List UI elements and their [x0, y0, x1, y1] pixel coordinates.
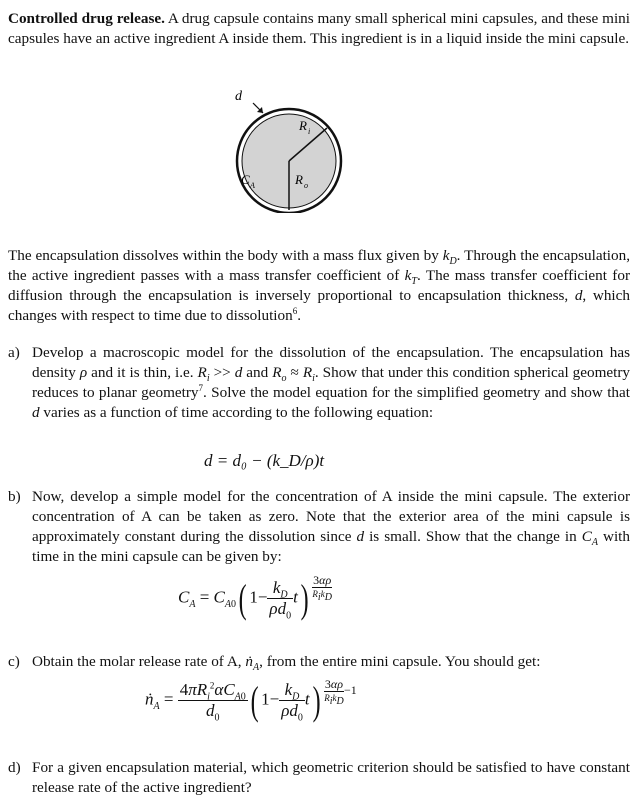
- part-a-text: Develop a macroscopic model for the dissolution of the encapsulation. The encapsulation has density ρ and it is thin, i.e. $R_i >> d$ and $R_o \approx R_i$. Show that under this condition spherical geometry reduces to planar geometry$^7$. Solve the model equation for the simplified geometry and show that d varies as a function of time according to the following equation:: [32, 344, 630, 421]
- equation-c: ṅ$_A$ = $\frac{4\pi R_i^2\alpha C_{A0}}{d_0}$ ( 1− $\frac{k_D}{\rho d_0}$ t) 3αρ $R_ik_D$ $^{-1}$: [145, 677, 357, 724]
- equation-b: $C_A = C_{A0}$( 1− $\frac{k_D}{\rho d_0}$ t) 3αρ $R_ik_D$: [178, 573, 332, 622]
- part-b: [8, 487, 630, 567]
- part-c-label: c): [8, 653, 20, 670]
- intro-title: Controlled drug release.: [8, 10, 165, 27]
- label-d: d: [235, 89, 242, 104]
- part-c: [8, 652, 630, 672]
- part-c-text: Obtain the molar release rate of A, ṅ$_A$, from the entire mini capsule. You should get:: [32, 653, 541, 674]
- footnote-7: 7: [198, 382, 204, 393]
- part-a-label: a): [8, 344, 20, 361]
- label-ca: C: [241, 172, 250, 187]
- footnote-6: 6: [292, 305, 298, 316]
- equation-a: d = d₀ − (k_D/ρ)t: [204, 451, 325, 470]
- capsule-figure: [215, 88, 365, 213]
- label-ro: R: [295, 172, 303, 187]
- label-ri: R: [299, 118, 307, 133]
- part-b-text: Now, develop a simple model for the concentration of A inside the mini capsule. The exterior concentration of A can be taken as zero. Note that the exterior area of the mini capsule is approximately constant during the dissolution since d is small. Show that the change in $C_A$ with time in the mini capsule can be given by:: [32, 488, 630, 565]
- intro-text: A drug capsule contains many small spherical mini capsules, and these mini capsules have an active ingredient A inside them. This ingredient is in a liquid inside the mini capsule.: [8, 10, 630, 47]
- part-b-label: b): [8, 488, 21, 505]
- part-d-label: d): [8, 759, 21, 776]
- paragraph-2: The encapsulation dissolves within the body with a mass flux given by $k_D$. Through the encapsulation, the active ingredient passes with a mass transfer coefficient of $k_T$. The mass transfer coefficient for diffusion through the encapsulation is inversely proportional to encapsulation thickness, d, which changes with respect to time due to dissolution$^6$.: [8, 247, 631, 324]
- part-a: [8, 343, 630, 423]
- label-ca-sub: A: [250, 181, 255, 190]
- part-d-text: For a given encapsulation material, which geometric criterion should be satisfied to have constant release rate of the active ingredient?: [32, 759, 630, 796]
- intro-paragraph: [8, 9, 630, 49]
- part-d: [8, 758, 630, 798]
- label-ri-sub: i: [308, 127, 311, 136]
- label-ro-sub: o: [304, 181, 308, 190]
